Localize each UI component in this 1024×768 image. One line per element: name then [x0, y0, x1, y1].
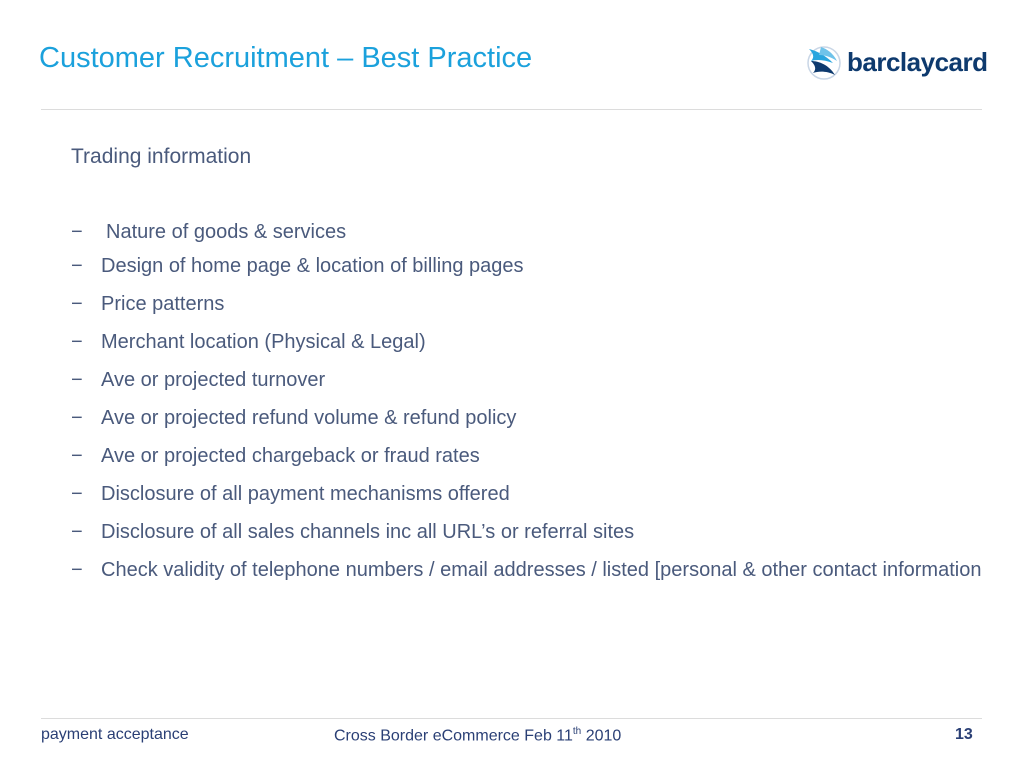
- slide-title: Customer Recruitment – Best Practice: [39, 42, 533, 74]
- bullet-text: Disclosure of all sales channels inc all URL’s or referral sites: [101, 521, 635, 543]
- list-item: [71, 326, 991, 358]
- header-divider: [41, 109, 982, 110]
- list-item: [71, 288, 991, 320]
- bullet-dash: −: [71, 483, 83, 505]
- bullet-dash: −: [71, 407, 83, 429]
- list-item: [71, 516, 991, 548]
- list-item: [71, 216, 991, 250]
- bullet-dash: −: [71, 445, 83, 467]
- bullet-text: Nature of goods & services: [106, 221, 347, 243]
- bullet-text: Disclosure of all payment mechanisms offered: [101, 483, 510, 505]
- footer-ordinal-suffix: th: [572, 726, 582, 737]
- bullet-dash: −: [71, 221, 83, 243]
- footer-divider: [41, 718, 982, 719]
- bullet-text: Ave or projected chargeback or fraud rates: [101, 445, 480, 467]
- list-item: [71, 478, 991, 510]
- bullet-dash: −: [71, 293, 83, 315]
- bullet-text: Ave or projected turnover: [101, 369, 326, 391]
- barclaycard-eagle-logo-icon: [803, 41, 843, 83]
- bullet-dash: −: [71, 255, 83, 277]
- section-heading: Trading information: [71, 145, 252, 168]
- footer-event-date: [334, 726, 621, 745]
- bullet-dash: −: [71, 559, 83, 581]
- bullet-dash: −: [71, 331, 83, 353]
- bullet-text: Design of home page & location of billing pages: [101, 255, 524, 277]
- logo-wordmark: barclaycard: [847, 46, 988, 77]
- list-item: [71, 364, 991, 396]
- list-item: [71, 402, 991, 434]
- footer-event-text: Cross Border eCommerce Feb 11: [334, 727, 573, 745]
- page-number: 13: [955, 726, 973, 743]
- bullet-text: Ave or projected refund volume & refund policy: [101, 407, 517, 429]
- bullet-dash: −: [71, 521, 83, 543]
- footer-year: 2010: [581, 727, 622, 745]
- bullet-dash: −: [71, 369, 83, 391]
- list-item: [71, 440, 991, 472]
- list-item: [71, 554, 991, 586]
- list-item: [71, 250, 991, 282]
- bullet-text: Check validity of telephone numbers / email addresses / listed [personal & other contact information: [101, 559, 982, 581]
- footer-label: payment acceptance: [41, 726, 189, 743]
- bullet-list: [71, 216, 991, 586]
- bullet-text: Merchant location (Physical & Legal): [101, 331, 426, 353]
- brand-logo: [803, 40, 987, 84]
- bullet-text: Price patterns: [101, 293, 225, 315]
